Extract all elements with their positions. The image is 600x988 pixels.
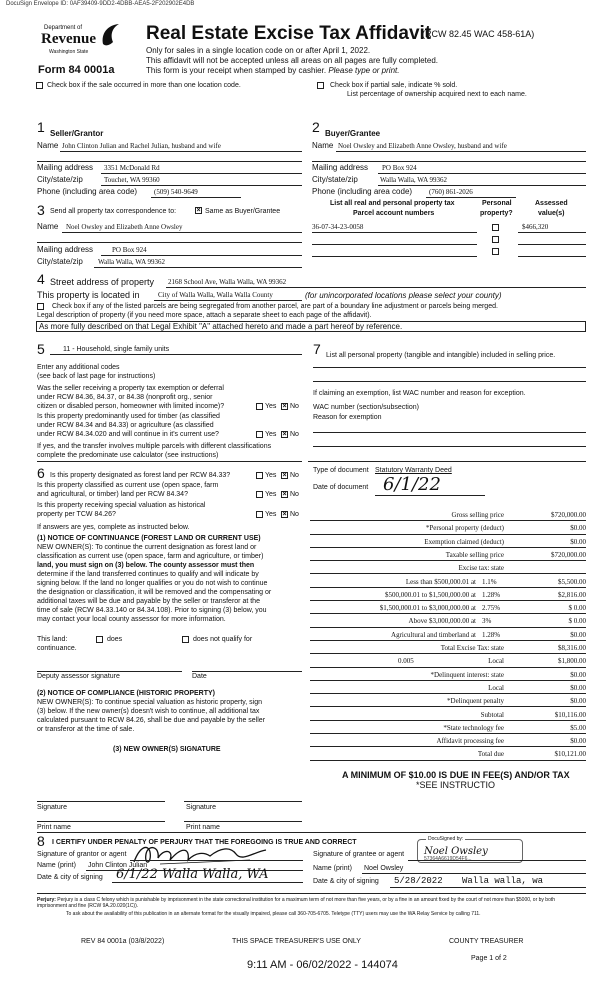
legal-description-box[interactable] xyxy=(36,321,586,332)
tax-row-rate: 1.28% xyxy=(482,590,501,599)
tax-row xyxy=(310,668,586,681)
s6-q1-yes: Yes xyxy=(265,472,277,479)
send-correspondence-label: Send all property tax correspondence to: xyxy=(50,208,177,215)
tax-row xyxy=(310,561,586,574)
s6-q3-yes-checkbox[interactable] xyxy=(256,511,263,518)
s3-mailing[interactable]: PO Box 924 xyxy=(112,246,147,254)
tax-row-label: *State technology fee xyxy=(443,723,504,732)
notice1-line: land, you must sign on (3) below. The county assessor must then xyxy=(37,562,255,569)
seller-heading: Seller/Grantor xyxy=(50,129,104,138)
section4-number: 4 xyxy=(37,271,45,287)
tax-row xyxy=(310,694,586,707)
s5-q1-yes-checkbox[interactable] xyxy=(256,403,263,410)
buyer-phone[interactable]: (760) 861-2026 xyxy=(429,188,473,196)
tax-row xyxy=(310,681,586,694)
s6-q2-no: No xyxy=(290,491,299,498)
grantor-date-city-label: Date & city of signing xyxy=(37,874,103,881)
use-code[interactable]: 11 - Household, single family units xyxy=(63,346,170,353)
county-treasurer: COUNTY TREASURER xyxy=(449,938,524,945)
multi-location-checkbox[interactable] xyxy=(36,82,43,89)
tax-row-label: *Delinquent interest: state xyxy=(430,670,504,679)
tax-row-value[interactable]: $0.00 xyxy=(570,683,586,692)
tax-row xyxy=(310,628,586,641)
tax-row-label: Exemption claimed (deduct) xyxy=(424,537,504,546)
docusigned-label: DocuSigned by: xyxy=(428,836,464,842)
tax-row-value[interactable]: $5.00 xyxy=(570,723,586,732)
located-in[interactable]: City of Walla Walla, Walla Walla County xyxy=(158,291,273,299)
deputy-date-label: Date xyxy=(192,673,207,680)
tax-row xyxy=(310,734,586,747)
accessibility-notice: To ask about the availability of this publication in an alternate format for the visually impaired, please call 360-705-6705. Teletype (TTY) users may use the WA Relay Service by calling 711. xyxy=(66,911,481,917)
buyer-city[interactable]: Walla Walla, WA 99362 xyxy=(380,176,448,184)
list-pct-label: List percentage of ownership acquired next to each name. xyxy=(347,91,527,98)
grantor-signature-icon[interactable] xyxy=(130,842,270,868)
s3-city-label: City/state/zip xyxy=(37,257,83,266)
tax-row-label: Total Excise Tax: state xyxy=(440,644,504,652)
parcel-col3b-header: value(s) xyxy=(538,210,565,217)
logo-line1: Department of xyxy=(44,25,83,31)
section5-number: 5 xyxy=(37,341,45,357)
multi-location-label: Check box if the sale occurred in more than one location code. xyxy=(47,82,241,89)
tax-row xyxy=(310,535,586,548)
buyer-name[interactable]: Noel Owsley and Elizabeth Anne Owsley, husband and wife xyxy=(338,142,507,150)
tax-row xyxy=(310,708,586,721)
notice1-line: may contact your local county assessor for more information. xyxy=(37,616,226,623)
personal-property-checkbox-1[interactable] xyxy=(492,224,499,231)
tax-row-value[interactable]: $0.00 xyxy=(570,630,586,639)
exemption-label: If claiming an exemption, list WAC number and reason for exception. xyxy=(313,390,526,397)
doc-date[interactable]: 6/1/22 xyxy=(383,474,441,495)
tax-row-label: Total due xyxy=(477,750,504,759)
doc-date-label: Date of document xyxy=(313,484,369,491)
s6-q2-no-checkbox[interactable]: × xyxy=(282,491,287,498)
see-back-label: (see back of last page for instructions) xyxy=(37,373,156,380)
parcel-col3-header: Assessed xyxy=(535,200,568,207)
s6-q3-line2: property per TCW 84.26? xyxy=(37,511,116,518)
seller-mailing[interactable]: 3351 McDonald Rd xyxy=(104,164,160,172)
buyer-name-label: Name xyxy=(312,141,334,150)
s6-q2-line1: Is this property classified as current use (open space, farm xyxy=(37,482,219,489)
buyer-mailing[interactable]: PO Box 924 xyxy=(382,164,417,172)
notice1-line: time of sale (RCW 84.33.140 or 84.34.108). Prior to signing (3) below, you xyxy=(37,607,267,614)
notice2-line: NEW OWNER(S): To continue special valuation as historic property, sign xyxy=(37,699,262,706)
segregated-checkbox[interactable] xyxy=(37,303,44,310)
tax-row xyxy=(310,521,586,534)
parcel-number[interactable]: 36-07-34-23-0058 xyxy=(312,223,364,231)
grantor-print-name[interactable]: John Clinton Julian xyxy=(88,862,148,869)
section3-number: 3 xyxy=(37,202,45,218)
revenue-logo xyxy=(35,20,121,64)
tax-row-label: *Delinquent penalty xyxy=(447,697,504,706)
tax-row-value[interactable]: $8,316.00 xyxy=(558,644,586,652)
see-instructions: *SEE INSTRUCTIO xyxy=(416,780,496,790)
continuance-label: continuance. xyxy=(37,645,77,652)
doc-type[interactable]: Statutory Warranty Deed xyxy=(375,467,452,474)
grantee-city[interactable]: Walla walla, wa xyxy=(462,876,544,886)
s5-q2-line3: under RCW 84.34.020 and will continue in it's current use? xyxy=(37,431,219,438)
street-address[interactable]: 2168 School Ave, Walla Walla, WA 99362 xyxy=(168,278,287,286)
legal-description: As more fully described on that Legal Exhibit "A" attached hereto and made a part hereof by reference. xyxy=(39,322,403,331)
s6-q1-no-checkbox[interactable]: × xyxy=(282,472,287,479)
tax-row xyxy=(310,575,586,588)
s6-q2-line2: and agricultural, or timber) land per RCW 84.34? xyxy=(37,491,188,498)
notice2-line: or transferor at the time of sale. xyxy=(37,726,135,733)
s6-q1-no: No xyxy=(290,472,299,479)
wac-label: WAC number (section/subsection) xyxy=(313,404,419,411)
tax-row-label: Less than $500,000.01 at xyxy=(405,577,476,586)
list-personal-label: List all personal property (tangible and intangible) included in selling price. xyxy=(326,352,556,359)
tax-row-value[interactable]: $ 0.00 xyxy=(568,604,586,613)
tax-row xyxy=(310,601,586,614)
seller-city-label: City/state/zip xyxy=(37,175,83,184)
s5-q1-line1: Was the seller receiving a property tax exemption or deferral xyxy=(37,385,224,392)
s3-mailing-label: Mailing address xyxy=(37,245,94,254)
if-yes-label: If answers are yes, complete as instructed below. xyxy=(37,524,190,531)
s5-q3-line2: complete the predominate use calculator (see instructions) xyxy=(37,452,219,459)
notice1-title: (1) NOTICE OF CONTINUANCE (FOREST LAND OR CURRENT USE) xyxy=(37,535,261,542)
notice2-title: (2) NOTICE OF COMPLIANCE (HISTORIC PROPERTY) xyxy=(37,690,215,697)
tax-row-value[interactable]: $5,500.00 xyxy=(558,577,586,586)
logo-line2: Revenue xyxy=(41,31,96,47)
s5-q1-no-checkbox[interactable]: × xyxy=(282,403,287,410)
s6-q1: Is this property designated as forest land per RCW 84.33? xyxy=(50,472,231,479)
title-ref: (RCW 82.45 WAC 458-61A) xyxy=(422,29,535,39)
this-land-label: This land: xyxy=(37,636,68,643)
tax-row xyxy=(310,654,586,667)
notice1-line: additional taxes will be due and payable by the seller or transferor at the xyxy=(37,598,260,605)
parcel-col2b-header: property? xyxy=(480,210,513,217)
docusign-signature: Noel Owsley xyxy=(424,846,488,857)
tax-row xyxy=(310,614,586,627)
notice2-line: (3) below. If the new owner(s) doesn't wish to continue, all additional tax xyxy=(37,708,260,715)
logo-line3: Washington State xyxy=(49,49,89,55)
located-note: (for unincorporated locations please select your county) xyxy=(305,291,502,300)
grantor-date-city[interactable]: 6/1/22 Walla Walla, WA xyxy=(116,867,269,882)
enter-codes-label: Enter any additional codes xyxy=(37,364,120,371)
envelope-id: DocuSign Envelope ID: 0AF39409-9DD2-4DBB-AEA5-2F202902E4DB xyxy=(6,1,195,7)
s6-q3-line1: Is this property receiving special valuation as historical xyxy=(37,502,206,509)
s5-q2-yes: Yes xyxy=(265,431,277,438)
buyer-city-label: City/state/zip xyxy=(312,175,358,184)
s3-city[interactable]: Walla Walla, WA 99362 xyxy=(98,258,166,266)
tax-row-value[interactable]: $10,116.00 xyxy=(554,710,586,719)
tax-row-label: Affidavit processing fee xyxy=(436,737,504,746)
tax-row xyxy=(310,508,586,521)
s5-q3-line1: If yes, and the transfer involves multiple parcels with different classifications xyxy=(37,443,272,450)
tax-row-label: Subtotal xyxy=(480,710,504,719)
tax-row-label: *Personal property (deduct) xyxy=(425,524,504,533)
grantee-date-city-label: Date & city of signing xyxy=(313,878,379,885)
page-number: Page 1 of 2 xyxy=(471,955,507,962)
docusign-id: 57364A6619D54F6... xyxy=(424,856,472,862)
buyer-phone-label: Phone (including area code) xyxy=(312,187,413,196)
tax-row-value[interactable]: $0.00 xyxy=(570,524,586,533)
section7-number: 7 xyxy=(313,341,321,357)
logo-swoosh-icon xyxy=(99,22,121,50)
tax-row-value[interactable]: $0.00 xyxy=(570,670,586,679)
tax-row xyxy=(310,548,586,561)
personal-property-checkbox-2[interactable] xyxy=(492,236,499,243)
s5-q2-no-checkbox[interactable]: × xyxy=(282,431,287,438)
reason-label: Reason for exemption xyxy=(313,414,382,421)
buyer-heading: Buyer/Grantee xyxy=(325,129,381,138)
form-number: Form 84 0001a xyxy=(38,64,115,76)
tax-row-local-rate: 0.005 xyxy=(398,657,414,666)
s5-q1-line3: citizen or disabled person, homeowner with limited income)? xyxy=(37,403,225,410)
section1-number: 1 xyxy=(37,119,45,135)
buyer-mailing-label: Mailing address xyxy=(312,163,369,172)
tax-row-label: Local xyxy=(488,683,504,692)
notice1-line: classification as current use (open space, farm and agriculture, or timber) xyxy=(37,553,264,560)
tax-row-value[interactable]: $0.00 xyxy=(570,737,586,746)
s5-q1-no: No xyxy=(290,403,299,410)
same-as-buyer-label: Same as Buyer/Grantee xyxy=(205,208,281,215)
s5-q1-yes: Yes xyxy=(265,403,277,410)
doc-type-label: Type of document xyxy=(313,467,369,474)
grantee-date[interactable]: 5/28/2022 xyxy=(394,876,443,886)
grantor-print-label: Name (print) xyxy=(37,862,76,869)
seller-phone-label: Phone (including area code) xyxy=(37,187,138,196)
notice2-line: calculated pursuant to RCW 84.26, shall be due and payable by the seller xyxy=(37,717,266,724)
s5-q2-line2: under RCW 84.34 and 84.33) or agriculture (as classified xyxy=(37,422,214,429)
tax-row-value[interactable]: $2,816.00 xyxy=(558,590,586,599)
tax-row-value[interactable]: $720,000.00 xyxy=(551,550,586,559)
partial-sale-label: Check box if partial sale, indicate % sold. xyxy=(330,82,458,89)
personal-property-checkbox-3[interactable] xyxy=(492,248,499,255)
segregated-label: Check box if any of the listed parcels are being segregated from another parcel, are part of a boundary line adjustment or parcels being merged. xyxy=(52,303,498,310)
grantor-sig-label: Signature of grantor or agent xyxy=(37,851,127,858)
page-title: Real Estate Excise Tax Affidavit xyxy=(146,23,432,44)
tax-row xyxy=(310,747,586,760)
notice1-line: determine if the land transferred continues to qualify and will indicate by xyxy=(37,571,259,578)
tax-row-label: Excise tax: state xyxy=(458,564,504,573)
s6-q2-yes: Yes xyxy=(265,491,277,498)
tax-row-rate: 3% xyxy=(482,617,492,626)
tax-row-value[interactable]: $ 0.00 xyxy=(568,617,586,626)
notice1-line: the designation or classification, it will be removed and the compensating or xyxy=(37,589,272,596)
section2-number: 2 xyxy=(312,119,320,135)
located-label: This property is located in xyxy=(37,290,140,300)
land-does-not-label: does not qualify for xyxy=(193,636,253,643)
parcel-col1b-header: Parcel account numbers xyxy=(353,210,435,217)
land-does-checkbox[interactable] xyxy=(96,636,103,643)
tax-row-value[interactable]: $0.00 xyxy=(570,697,586,706)
minimum-due-notice: A MINIMUM OF $10.00 IS DUE IN FEE(S) AND/OR TAX xyxy=(342,770,570,780)
grantee-print-label: Name (print) xyxy=(313,865,352,872)
owner-print-label-1: Print name xyxy=(37,824,71,831)
seller-name[interactable]: John Clinton Julian and Rachel Julian, husband and wife xyxy=(62,142,221,150)
tax-row-rate: 2.75% xyxy=(482,604,501,613)
tax-row-value[interactable]: $720,000.00 xyxy=(551,511,586,519)
same-as-buyer-checkbox[interactable]: × xyxy=(196,207,201,214)
perjury-notice: Perjury: Perjury is a class C felony which is punishable by imprisonment in the state correctional institution for a maximum term of not more than five years, or by a fine in an amount fixed by the court of not more than $5000, or by both imprisonment and fine (RCW 9A.20.020(1C)). xyxy=(37,897,556,909)
tax-row xyxy=(310,588,586,601)
intro-line2: This affidavit will not be accepted unless all areas on all pages are fully completed. xyxy=(146,56,439,65)
tax-row-label: Local xyxy=(488,657,504,666)
assessed-value[interactable]: $466,320 xyxy=(522,223,549,231)
tax-row-rate: 1.1% xyxy=(482,577,497,586)
tax-row-label: Gross selling price xyxy=(451,511,504,519)
seller-phone[interactable]: (509) 540-9649 xyxy=(154,188,198,196)
tax-row-rate: 1.28% xyxy=(482,630,501,639)
tax-row xyxy=(310,721,586,734)
tax-row-label: Taxable selling price xyxy=(445,550,504,559)
rev-number: REV 84 0001a (03/8/2022) xyxy=(81,938,165,945)
grantee-sig-label: Signature of grantee or agent xyxy=(313,851,405,858)
tax-row-label: Agricultural and timberland at xyxy=(391,630,476,639)
tax-row-value[interactable]: $1,800.00 xyxy=(558,657,586,666)
s3-name[interactable]: Noel Owsley and Elizabeth Anne Owsley xyxy=(66,223,183,231)
tax-row-value[interactable]: $0.00 xyxy=(570,537,586,546)
tax-row xyxy=(310,641,586,654)
seller-city[interactable]: Touchet, WA 99360 xyxy=(104,176,160,184)
s6-q2-yes-checkbox[interactable] xyxy=(256,491,263,498)
partial-sale-checkbox[interactable] xyxy=(317,82,324,89)
land-does-not-checkbox[interactable] xyxy=(182,636,189,643)
certify-text: I CERTIFY UNDER PENALTY OF PERJURY THAT THE FOREGOING IS TRUE AND CORRECT xyxy=(52,839,357,846)
seller-mailing-label: Mailing address xyxy=(37,163,94,172)
section8-number: 8 xyxy=(37,833,45,849)
owner-print-label-2: Print name xyxy=(186,824,220,831)
s3-name-label: Name xyxy=(37,222,59,231)
section6-number: 6 xyxy=(37,465,45,481)
intro-line1: Only for sales in a single location code on or after April 1, 2022. xyxy=(146,46,371,55)
s5-q1-line2: under RCW 84.36, 84.37, or 84.38 (nonprofit org., senior xyxy=(37,394,213,401)
tax-table xyxy=(310,508,586,762)
s5-q2-yes-checkbox[interactable] xyxy=(256,431,263,438)
tax-row-label: $500,000.01 to $1,500,000.00 at xyxy=(385,590,476,599)
intro-line3: This form is your receipt when stamped by cashier. Please type or print. xyxy=(146,66,400,75)
seller-name-label: Name xyxy=(37,141,59,150)
s6-q3-no-checkbox[interactable]: × xyxy=(282,511,287,518)
s5-q2-line1: Is this property predominantly used for timber (as classified xyxy=(37,413,220,420)
owner-signature-label-2: Signature xyxy=(186,804,216,811)
tax-row-label: Above $3,000,000.00 at xyxy=(408,617,476,626)
recording-stamp: 9:11 AM - 06/02/2022 - 144074 xyxy=(247,959,398,971)
s6-q3-yes: Yes xyxy=(265,511,277,518)
deputy-signature-label: Deputy assessor signature xyxy=(37,673,120,680)
notice3-title: (3) NEW OWNER(S) SIGNATURE xyxy=(113,746,221,753)
owner-signature-label-1: Signature xyxy=(37,804,67,811)
treasurer-use: THIS SPACE TREASURER'S USE ONLY xyxy=(232,938,361,945)
legal-label: Legal description of property (if you need more space, attach a separate sheet to each page of the affidavit). xyxy=(37,312,372,319)
grantee-print-name[interactable]: Noel Owsley xyxy=(364,865,404,872)
notice1-line: NEW OWNER(S): To continue the current designation as forest land or xyxy=(37,544,257,551)
street-label: Street address of property xyxy=(50,277,155,287)
notice1-line: signing below. If the land no longer qualifies or you do not wish to continue xyxy=(37,580,268,587)
s5-q2-no: No xyxy=(290,431,299,438)
land-does-label: does xyxy=(107,636,123,643)
parcel-col1-header: List all real and personal property tax xyxy=(330,200,455,207)
parcel-col2-header: Personal xyxy=(482,200,512,207)
tax-row-value[interactable]: $10,121.00 xyxy=(554,750,586,759)
tax-row-label: $1,500,000.01 to $3,000,000.00 at xyxy=(379,604,476,613)
s6-q1-yes-checkbox[interactable] xyxy=(256,472,263,479)
s6-q3-no: No xyxy=(290,511,299,518)
